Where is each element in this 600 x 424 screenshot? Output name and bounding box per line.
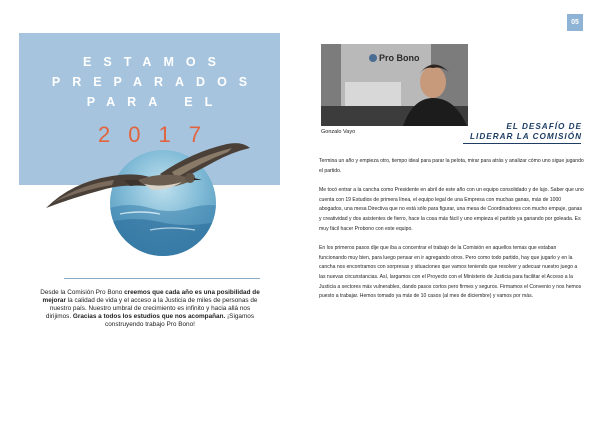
article-paragraph-1: Termina un año y empieza otro, tiempo ideal para parar la pelota, mirar para atrás y analizar cómo uno sigue jugando el partido. [319,158,584,174]
intro-text [40,289,260,329]
hero-line-3: PARA EL [86,95,225,109]
article-title-rule [463,143,581,144]
portrait-photo [321,44,468,126]
seagull-image [42,130,254,210]
intro-text-4: Gracias a todos los estudios que nos acompañan. [72,313,226,320]
intro-divider [64,278,260,279]
article-paragraph-2: Me tocó entrar a la cancha como Presidente en abril de este año con un equipo consolidado y de lujo. Saber que uno cuenta con 19 Estudios de primera línea, el equipo legal de una Empresa con muchas ganas, más de 1000 abogados, una mesa Directiva que no está sólo para figurar, una mesa de Coordinadores con mucho empuje, ganas y creatividad y dos asistentes de fierro, hace la cosa más fácil y uno empieza el partido ya ganando por goleada. Es muy fácil hacer Probono con este equipo. [319,186,584,232]
page-number: 05 [567,14,583,31]
photo-logo: Pro Bono [379,53,420,63]
intro-text-5: ¡Sigamos construyendo trabajo Pro Bono! [105,313,255,328]
article-title-line-1: EL DESAFÍO DE [506,122,582,131]
article-body [319,157,584,312]
intro-text-2: creemos que cada año es una posibilidad de mejorar [42,289,260,304]
article-title-line-2: LIDERAR LA COMISIÓN [470,132,582,141]
hero-line-1: ESTAMOS [83,55,228,69]
intro-text-1: Desde la Comisión Pro Bono [40,289,125,296]
portrait-scene [321,44,468,126]
hero-line-2: PREPARADOS [51,75,260,89]
photo-caption: Gonzalo Vayo [321,129,356,135]
intro-text-3: la calidad de vida y el acceso a la Justicia de miles de personas de nuestro país. Nuestro umbral de crecimiento es infinito y hacia allá nos dirijimos. [45,297,258,320]
article-paragraph-3: En los primeros pasos dije que iba a concentrar el trabajo de la Comisión en aquellos temas que estaban funcionando muy bien, para luego pensar en ir agregando otros. Pero como todo partido, hay que jugarlo y en la cancha nos encontramos con sorpresas y situaciones que vamos teniendo que resolver y adecuar nuestro juego a las nuevas circunstancias. Así, largamos con el Proyecto con el Ministerio de Justicia para facilitar el Acceso a la Justicia a sectores más vulnerables, dando pasos cortos pero firmes y seguros. Firmamos el Convenio y nos hemos puesto a trabajar. Hemos tomado ya más de 10 casos (al mes de diciembre) y vamos por más. [319,244,582,300]
hero-year: 2017 [98,122,219,147]
